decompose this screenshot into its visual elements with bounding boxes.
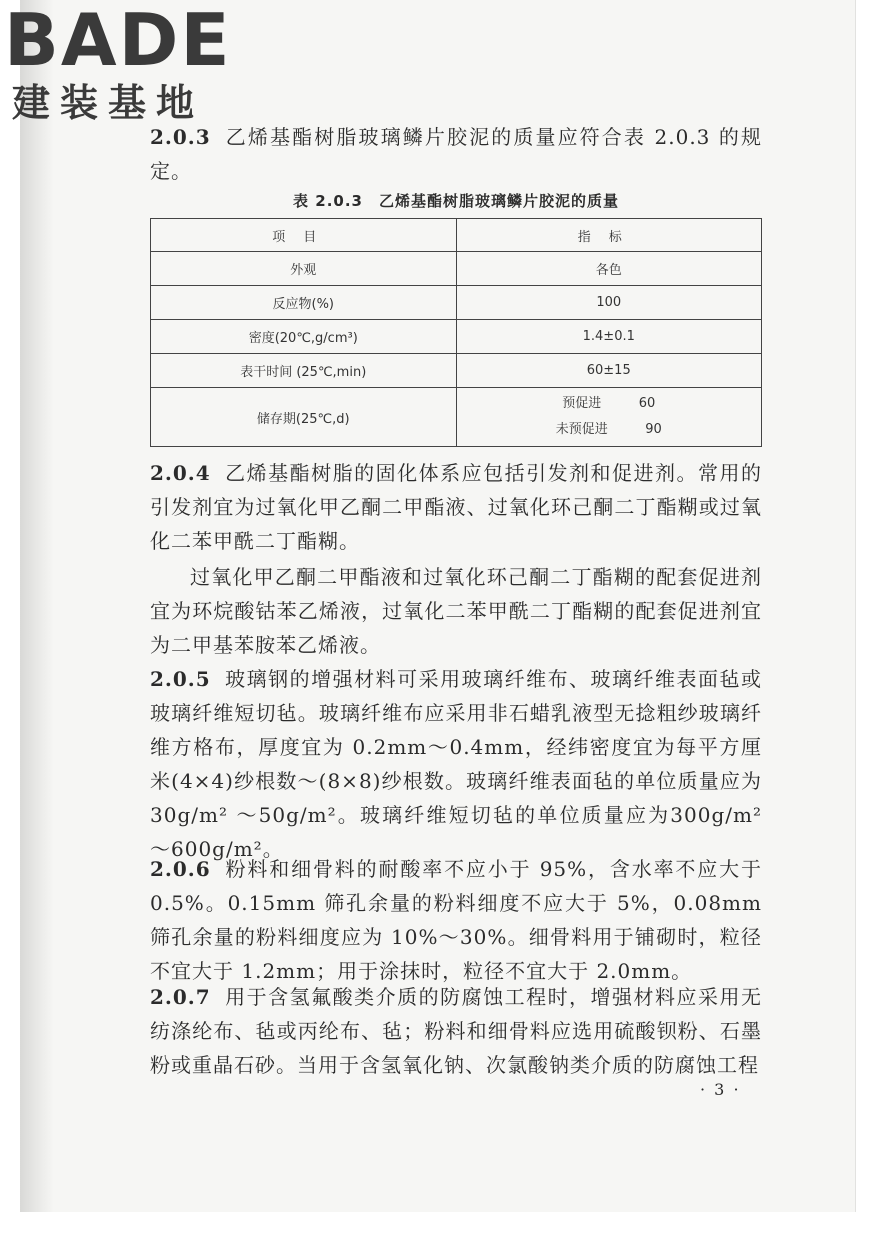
page-number: · 3 · <box>700 1080 741 1099</box>
storage-item-value: 90 <box>645 422 662 437</box>
table-row <box>151 286 762 320</box>
clause-text: 用于含氢氟酸类介质的防腐蚀工程时，增强材料应采用无纺涤纶布、毡或丙纶布、毡；粉料和细骨料应选用硫酸钡粉、石墨粉或重晶石砂。当用于含氢氧化钠、次氯酸钠类介质的防腐蚀工程 <box>150 985 762 1077</box>
row-value <box>456 388 762 447</box>
row-value: 60±15 <box>456 354 762 388</box>
row-value: 1.4±0.1 <box>456 320 762 354</box>
row-label: 反应物(%) <box>151 286 457 320</box>
clause-2-0-6 <box>150 852 762 988</box>
storage-item <box>457 417 762 443</box>
clause-text: 过氧化甲乙酮二甲酯液和过氧化环己酮二丁酯糊的配套促进剂宜为环烷酸钴苯乙烯液，过氧化二苯甲酰二丁酯糊的配套促进剂宜为二甲基苯胺苯乙烯液。 <box>150 565 762 657</box>
clause-2-0-3 <box>150 120 762 188</box>
clause-number: 2.0.6 <box>150 857 211 881</box>
clause-2-0-5 <box>150 662 762 866</box>
row-value: 各色 <box>456 252 762 286</box>
binding-shadow <box>20 0 54 1212</box>
clause-number: 2.0.5 <box>150 667 211 691</box>
clause-number: 2.0.4 <box>150 461 211 485</box>
storage-item-name: 未预促进 <box>555 422 608 437</box>
storage-item-value: 60 <box>638 396 656 411</box>
clause-2-0-7 <box>150 980 762 1082</box>
row-label: 表干时间 (25℃,min) <box>151 354 457 388</box>
clause-text: 乙烯基酯树脂的固化体系应包括引发剂和促进剂。常用的引发剂宜为过氧化甲乙酮二甲酯液、过氧化环己酮二丁酯糊或过氧化二苯甲酰二丁酯糊。 <box>150 461 762 553</box>
clause-number: 2.0.3 <box>150 125 211 149</box>
storage-item <box>457 391 762 417</box>
table-title: 表 2.0.3 乙烯基酯树脂玻璃鳞片胶泥的质量 <box>293 192 619 210</box>
quality-table <box>150 218 762 447</box>
watermark-logo <box>4 0 264 134</box>
row-value: 100 <box>456 286 762 320</box>
table-header-row <box>151 219 762 252</box>
row-label: 储存期(25℃,d) <box>151 388 457 447</box>
logo-chinese: 建装基地 <box>12 81 205 125</box>
header-index: 指标 <box>456 219 762 252</box>
clause-text: 乙烯基酯树脂玻璃鳞片胶泥的质量应符合表 2.0.3 的规定。 <box>150 125 762 183</box>
header-item: 项目 <box>151 219 457 252</box>
logo-word: BADE <box>4 0 232 82</box>
table-row-storage <box>151 388 762 447</box>
clause-text: 粉料和细骨料的耐酸率不应小于 95%，含水率不应大于 0.5%。0.15mm 筛孔余量的粉料细度不应大于 5%，0.08mm 筛孔余量的粉料细度应为 10%～30%。细骨料用于铺砌时，粒径不宜大于 1.2mm；用于涂抹时，粒径不宜大于 2.0mm。 <box>150 857 762 983</box>
storage-item-name: 预促进 <box>562 396 602 411</box>
clause-number: 2.0.7 <box>150 985 211 1009</box>
row-label: 密度(20℃,g/cm³) <box>151 320 457 354</box>
row-label: 外观 <box>151 252 457 286</box>
clause-2-0-4 <box>150 456 762 558</box>
table-row <box>151 320 762 354</box>
clause-text: 玻璃钢的增强材料可采用玻璃纤维布、玻璃纤维表面毡或玻璃纤维短切毡。玻璃纤维布应采用非石蜡乳液型无捻粗纱玻璃纤维方格布，厚度宜为 0.2mm～0.4mm，经纬密度宜为每平方厘米(4×4)纱根数～(8×8)纱根数。玻璃纤维表面毡的单位质量应为 30g/m² ～50g/m²。玻璃纤维短切毡的单位质量应为300g/m² ～600g/m²。 <box>150 667 762 861</box>
clause-2-0-4-continued <box>150 560 762 662</box>
table-row <box>151 252 762 286</box>
table-row <box>151 354 762 388</box>
